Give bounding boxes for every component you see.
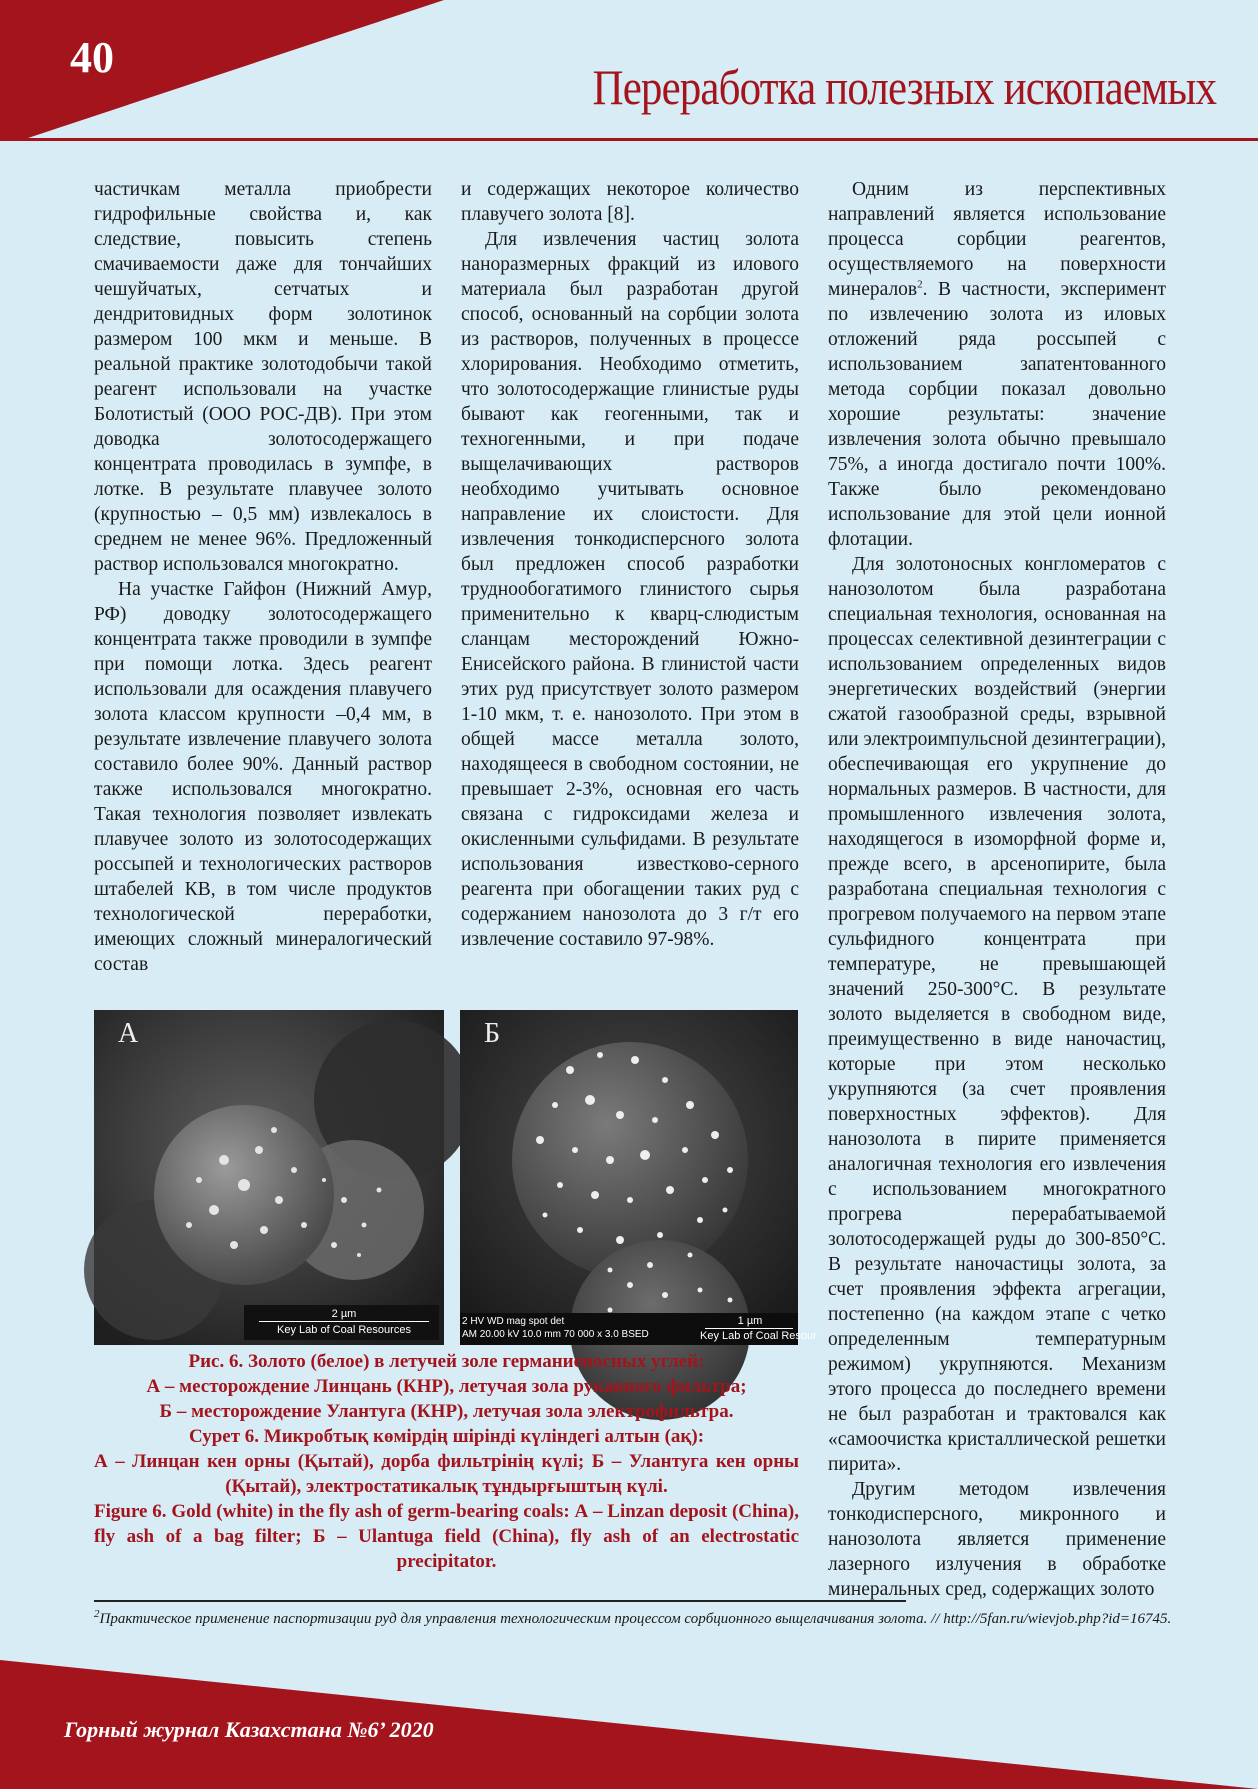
sem-metadata-values: AM 20.00 kV 10.0 mm 70 000 x 3.0 BSED	[462, 1329, 649, 1340]
sem-photo-b	[460, 1010, 817, 1345]
footnote-ref[interactable]: 2	[917, 278, 923, 291]
figure-caption	[94, 1349, 799, 1574]
section-title: Переработка полезных ископаемых	[592, 59, 1216, 115]
sem-photo-a	[94, 1010, 444, 1345]
paragraph: Другим методом извлечения тонкодисперсного, микронного и нанозолота является применение лазерного излучения в обработке минеральных сред, содержащих золото	[828, 1479, 1166, 1600]
text-run: . В частности, эксперимент по извлечению золота из иловых отложений ряда россыпей с использованием запатентованного метода сорбции показал довольно хорошие результаты: значение извлечения золота обычно превышало 75%, а иногда достигало почти 100%. Также было рекомендовано использование для этой цели ионной флотации.	[828, 279, 1166, 550]
paragraph: частичкам металла приобрести гидрофильные свойства и, как следствие, повысить степень смачиваемости даже для тончайших чешуйчатых, сетчатых и дендритовидных форм золотинок размером 100 мкм и меньше. В реальной практике золотодобычи такой реагент использовали на участке Болотистый (ООО РОС-ДВ). При этом доводка золотосодержащего концентрата проводилась в зумпфе, в лотке. В результате плавучее золото (крупностью – 0,5 мм) извлекалось в среднем не менее 96%. Предложенный раствор использовался многократно.	[94, 179, 432, 575]
page-number: 40	[70, 33, 114, 82]
paragraph: На участке Гайфон (Нижний Амур, РФ) доводку золотосодержащего концентрата также проводили в зумпфе при помощи лотка. Здесь реагент использовали для осаждения плавучего золота классом крупности –0,4 мм, в результате извлечение плавучего золота составило более 90%. Данный раствор также использовался многократно. Такая технология позволяет извлекать плавучее золото из золотосодержащих россыпей и технологических растворов штабелей КВ, в том числе продуктов технологической переработки, имеющих сложный минералогический состав	[94, 579, 432, 975]
caption-line: Figure 6. Gold (white) in the fly ash of germ-bearing coals: А – Linzan deposit (China), fly ash of a bag filter; Б – Ulantuga field (China), fly ash of an electrostatic precipitator.	[94, 1501, 799, 1572]
footnote-marker: 2	[94, 1608, 100, 1620]
text-run: Одним из перспективных направлений является использование процесса сорбции реагентов, осуществляемого на поверхности минералов	[828, 179, 1166, 300]
header-rule	[0, 138, 1258, 141]
footnote	[94, 1609, 1174, 1630]
photo-credit-a: Key Lab of Coal Resources	[277, 1324, 411, 1336]
photo-credit-b: Key Lab of Coal Resour	[700, 1330, 817, 1342]
panel-letter-a: А	[118, 1018, 139, 1049]
journal-title: Горный журнал Казахстана №6’ 2020	[64, 1717, 434, 1742]
scale-bar-a	[259, 1321, 429, 1322]
panel-letter-b: Б	[484, 1018, 501, 1049]
paragraph: Для извлечения частиц золота наноразмерных фракций из илового материала был разработан другой способ, основанный на сорбции золота из растворов, полученных в процессе хлорирования. Необходимо отметить, что золотосодержащие глинистые руды бывают как геогенными, так и техногенными, и при подаче выщелачивающих растворов необходимо учитывать основное направление их слоистости. Для извлечения тонкодисперсного золота был предложен способ разработки труднообогатимого глинистого сырья применительно к кварц-слюдистым сланцам месторождений Южно-Енисейского района. В глинистой части этих руд присутствует золото размером 1-10 мкм, т. е. нанозолото. При этом в общей массе металла золото, находящееся в свободном состоянии, не превышает 2-3%, основная его часть связана с гидроксидами железа и окисленными сульфидами. В результате использования известково-серного реагента при обогащении таких руд с содержанием нанозолота до 3 г/т его извлечение составило 97-98%.	[461, 229, 799, 950]
text-column-3	[828, 177, 1166, 1602]
sem-metadata-header: 2 HV WD mag spot det	[462, 1316, 565, 1327]
footnote-text[interactable]: Практическое применение паспортизации руд для управления технологическим процессом сорбционного выщелачивания золота. // http://5fan.ru/wievjob.php?id=16745.	[99, 1611, 1172, 1627]
scale-label-a: 2 µm	[331, 1308, 357, 1320]
paragraph	[828, 177, 1166, 552]
footnote-rule	[94, 1600, 906, 1602]
caption-line: А – месторождение Линцань (КНР), летучая зола рукавного фильтра;	[146, 1376, 747, 1397]
paragraph: и содержащих некоторое количество плавучего золота [8].	[461, 179, 799, 225]
caption-line: А – Линцан кен орны (Қытай), дорба фильтрінің күлі; Б – Улантуга кен орны (Қытай), электростатикалық тұндырғыштың күлі.	[94, 1451, 799, 1497]
sem-image-b	[460, 1010, 817, 1345]
scale-bar-b	[705, 1328, 793, 1329]
caption-line: Б – месторождение Улантуга (КНР), летучая зола электрофильтра.	[159, 1401, 734, 1422]
scale-label-b: 1 µm	[737, 1315, 763, 1327]
text-column-1	[94, 177, 432, 977]
caption-line: Сурет 6. Микробтық көмірдің шіріндi күліндегі алтын (ақ):	[188, 1426, 705, 1447]
text-column-2	[461, 177, 799, 952]
paragraph: Для золотоносных конгломератов с нанозолотом была разработана специальная технология, основанная на процессах селективной дезинтеграции с использованием определенных видов энергетических воздействий (энергии сжатой газообразной среды, взрывной или электроимпульсной дезинтеграции), обеспечивающая его укрупнение до нормальных размеров. В частности, для промышленного извлечения золота, находящегося в изоморфной форме и, прежде всего, в арсенопирите, была разработана специальная технология с прогревом получаемого на первом этапе сульфидного концентрата при температуре, не превышающей значений 250-300°С. В результате золото выделяется в свободном виде, преимущественно в виде наночастиц, которые при этом несколько укрупняются (за счет проявления поверхностных эффектов). Для нанозолота в пирите применяется аналогичная технология его извлечения с использованием многократного прогрева перерабатываемой золотосодержащей руды до 300-850°С. В результате наночастицы золота, за счет проявления эффекта агрегации, постепенно (на каждом этапе с четко определенным температурным режимом) укрупняются. Механизм этого процесса до последнего времени не был разработан и трактовался как «самоочистка кристаллической решетки пирита».	[828, 554, 1166, 1475]
sem-image-a	[94, 1010, 444, 1345]
caption-line: Рис. 6. Золото (белое) в летучей золе германиеносных углей:	[188, 1351, 705, 1372]
